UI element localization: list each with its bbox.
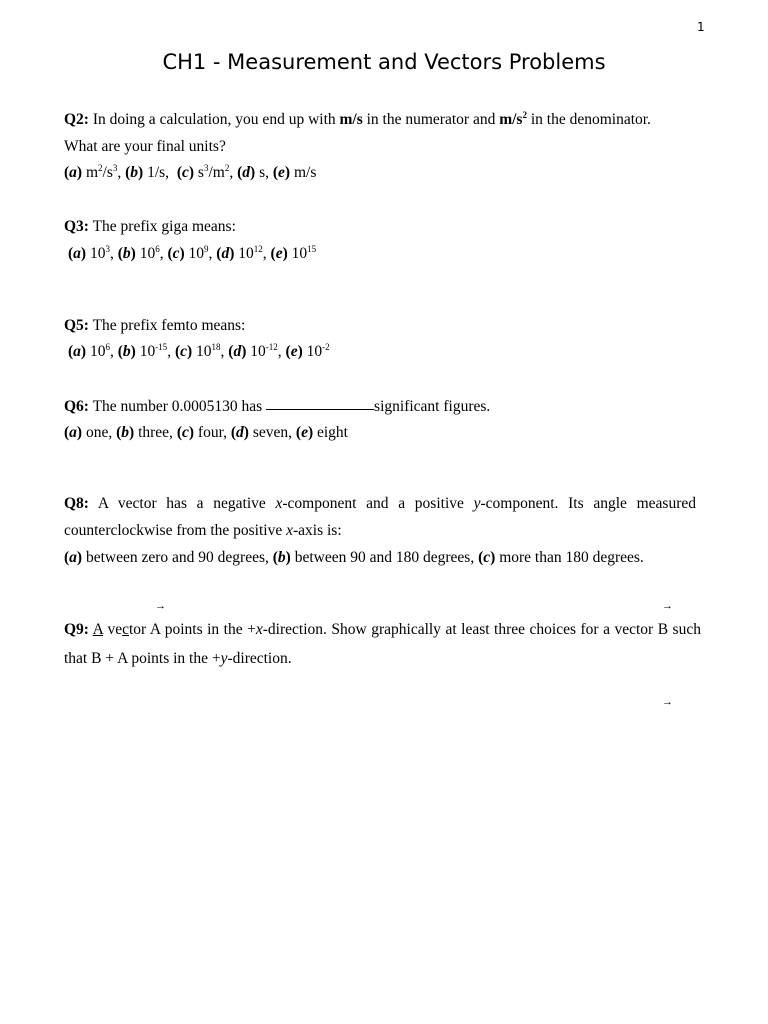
q5-option-value: 10 (86, 343, 106, 360)
q5-option-exponent: -15 (155, 342, 168, 352)
q3-options: (a) $10^3$, (b) $10^6$, (c) $10^9$, (d) $10^{12}$, (e) $10^{15}$ (68, 244, 317, 262)
vector-a-arrow-icon: → (155, 600, 166, 612)
q2-text-a: In doing a calculation, you end up with (88, 111, 340, 128)
q5-option-label: (e) (285, 343, 303, 360)
q2-option-c-label: (c) (176, 164, 195, 181)
page-number: 1 (697, 20, 705, 34)
q3-option-value: 10 (234, 245, 254, 262)
q3-text: The prefix giga means: (88, 218, 236, 235)
q5-option-label: (a) (68, 343, 87, 360)
q5-option-exponent: 6 (105, 342, 110, 352)
q6-option-e-label: (e) (295, 424, 314, 441)
q5-text: The prefix femto means: (88, 317, 246, 334)
q5-option-value: 10 (246, 343, 266, 360)
q5-option-value: 10 (302, 343, 323, 360)
q8-label: Q8: (64, 495, 89, 512)
q6-option-b-label: (b) (116, 424, 135, 441)
q3-option-exponent: 9 (204, 244, 209, 254)
q6-label: Q6: (64, 398, 89, 415)
q5-option-exponent: 18 (211, 342, 221, 352)
q2-unit-1: m/s (339, 111, 363, 128)
q5-options: (a) $10^6$, (b) $10^{-15}$, (c) $10^{18}$, (d) $10^{-12}$, (e) $10^{-2}$ (68, 342, 330, 360)
q5-option-exponent: -12 (265, 342, 278, 352)
q8-options: (a) between zero and 90 degrees, (b) between 90 and 180 degrees, (c) more than 180 degrees. (64, 549, 644, 566)
page-title: CH1 - Measurement and Vectors Problems (162, 50, 606, 74)
vector-b-arrow-icon: → (662, 600, 673, 612)
q5-option-label: (b) (117, 343, 136, 360)
q3-option-label: (e) (270, 245, 288, 262)
q5-label: Q5: (64, 317, 89, 334)
q3-option-label: (b) (117, 245, 136, 262)
q8-option-a-label: (a) (64, 549, 83, 566)
q5-option-value: 10 (192, 343, 212, 360)
q2-line-1 (64, 111, 651, 129)
q3-option-value: 10 (184, 245, 205, 262)
q5-option-exponent: -2 (322, 342, 330, 352)
q8-line-2: counterclockwise from the positive x-axis is: (64, 522, 342, 539)
q2-option-d-label: (d) (237, 164, 256, 181)
q6-option-c-label: (c) (176, 424, 195, 441)
q3-label: Q3: (64, 218, 89, 235)
q3-option-value: 10 (135, 245, 156, 262)
q3-option-exponent: 3 (105, 244, 110, 254)
vector-a: A (149, 621, 161, 638)
q3-option-value: 10 (287, 245, 308, 262)
q2-options: (a) $m^2/s^3$, (b) 1/s, (c) $s^3/m^2$, (d) s, (e) m/s (64, 163, 317, 181)
q3-option-exponent: 15 (307, 244, 317, 254)
q2-text-c: in the denominator. (526, 111, 651, 128)
q2-unit-2: $m/s^2$ (499, 110, 527, 128)
q9-line-1: Q9: A vector A points in the +x-direction. Show graphically at least three choices for a vector B such (64, 621, 701, 638)
q6-option-a-label: (a) (64, 424, 83, 441)
q3-option-value: 10 (86, 245, 106, 262)
q6-option-d-label: (d) (230, 424, 249, 441)
q3-option-label: (d) (216, 245, 235, 262)
answer-blank[interactable] (266, 397, 374, 410)
vector-arrow-icon: → (662, 696, 673, 708)
q3-option-exponent: 12 (253, 244, 263, 254)
q8-option-b-label: (b) (272, 549, 291, 566)
q2-option-a-label: (a) (64, 164, 83, 181)
q2-option-e-label: (e) (272, 164, 291, 181)
q2-label: Q2: (64, 111, 89, 128)
q2-line-2: What are your final units? (64, 138, 226, 155)
q2-text-b: in the numerator and (362, 111, 500, 128)
q5-option-label: (d) (228, 343, 247, 360)
q5-option-value: 10 (135, 343, 156, 360)
q5-option-label: (c) (174, 343, 193, 360)
q6-line-1: Q6: The number 0.0005130 has significant figures. (64, 398, 491, 415)
q3-option-label: (c) (167, 245, 185, 262)
q8-option-c-label: (c) (478, 549, 496, 566)
q3-line-1 (64, 218, 236, 236)
q6-options: (a) one, (b) three, (c) four, (d) seven, (e) eight (64, 424, 348, 441)
vector-b: B (657, 621, 669, 638)
q2-option-b-label: (b) (125, 164, 144, 181)
q5-line-1 (64, 317, 245, 335)
q3-option-label: (a) (68, 245, 87, 262)
q9-line-2: that B + A points in the +y-direction. (64, 650, 292, 667)
sum-vector-a: A (117, 650, 128, 667)
q3-option-exponent: 6 (155, 244, 160, 254)
q9-label: Q9: (64, 621, 89, 638)
sum-vector-b: B (91, 650, 102, 667)
q8-line-1: Q8: A vector has a negative x-component and a positive y-component. Its angle measured (64, 495, 696, 512)
